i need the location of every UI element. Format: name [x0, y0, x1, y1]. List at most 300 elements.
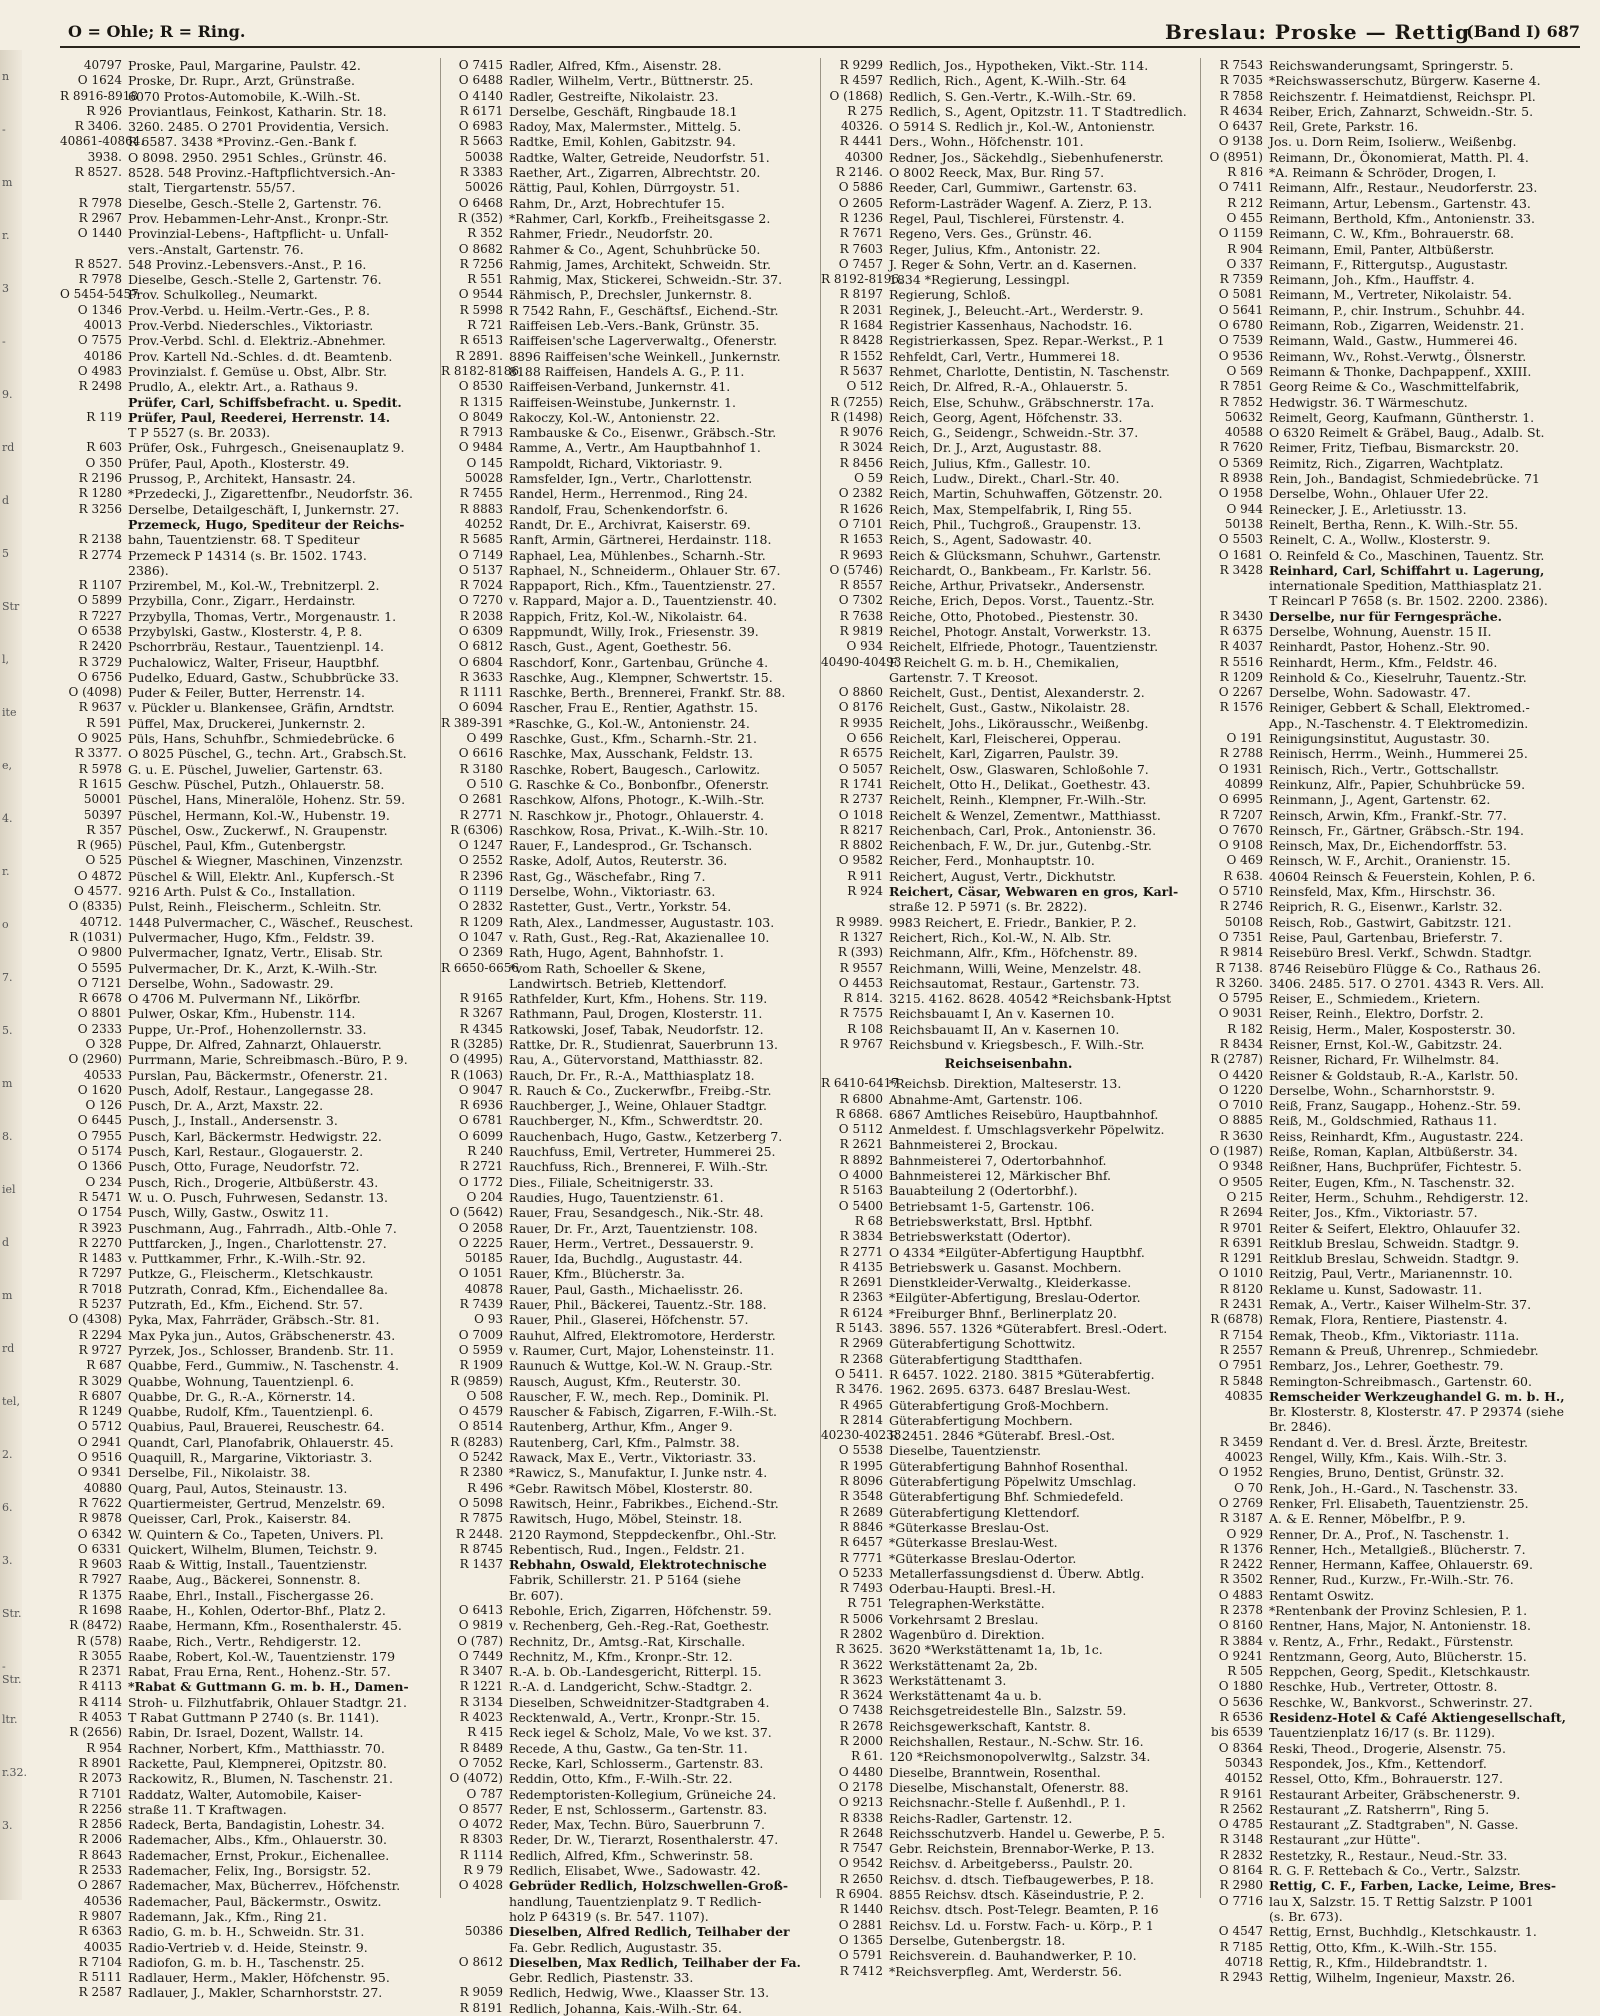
entry-text: Renker, Frl. Elisabeth, Tauentzienstr. 25.	[1269, 1495, 1529, 1511]
directory-entry	[1201, 73, 1576, 88]
directory-entry	[441, 777, 816, 792]
directory-entry	[441, 1113, 816, 1128]
directory-entry	[821, 1918, 1196, 1933]
entry-text: Geschw. Püschel, Putzh., Ohlauerstr. 58.	[128, 776, 385, 792]
entry-text: Putzrath, Ed., Kfm., Eichend. Str. 57.	[128, 1297, 363, 1313]
phone-number: O 9484	[458, 440, 503, 455]
entry-text: Gebr. Redlich, Piastenstr. 33.	[509, 1970, 694, 1986]
entry-text: Rebohle, Erich, Zigarren, Höfchenstr. 59.	[509, 1602, 772, 1618]
phone-number: R 1653	[839, 532, 883, 547]
entry-text: Reiss, Reinhardt, Kfm., Augustastr. 224.	[1269, 1128, 1524, 1144]
entry-text: Raiffeisen Leb.-Vers.-Bank, Grünstr. 35.	[509, 318, 760, 334]
entry-text: Güterabfertigung Pöpelwitz Umschlag.	[889, 1474, 1137, 1490]
entry-text: Reiße, Roman, Kaplan, Altbüßerstr. 34.	[1269, 1144, 1518, 1160]
directory-entry	[60, 1481, 435, 1496]
directory-entry	[60, 1817, 435, 1832]
entry-text: Reiß, Franz, Saugapp., Hohenz.-Str. 59.	[1269, 1098, 1521, 1114]
phone-number: R 7638	[839, 608, 883, 623]
directory-entry	[1201, 196, 1576, 211]
directory-entry	[60, 532, 435, 547]
directory-entry	[1201, 1068, 1576, 1083]
phone-number: R 2814	[839, 1412, 883, 1427]
phone-number: O 126	[85, 1098, 122, 1113]
phone-number: R 2788	[1219, 746, 1263, 761]
phone-number: R 3476.	[835, 1382, 883, 1397]
phone-number: O 7009	[458, 1327, 503, 1342]
directory-entry	[441, 593, 816, 608]
directory-entry	[60, 700, 435, 715]
directory-entry	[821, 517, 1196, 532]
directory-entry	[1201, 777, 1576, 792]
phone-number: R 4597	[839, 73, 883, 88]
entry-text: Rauchfuss, Rich., Brennerei, F. Wilh.-Str.	[509, 1159, 769, 1175]
phone-number: O 8530	[458, 379, 503, 394]
directory-entry	[821, 915, 1196, 930]
directory-entry	[60, 1603, 435, 1618]
directory-entry	[60, 257, 435, 272]
directory-entry	[441, 1374, 816, 1389]
entry-text: Fa. Gebr. Redlich, Augustastr. 35.	[509, 1939, 722, 1955]
directory-entry	[821, 211, 1196, 226]
directory-entry	[1201, 1863, 1576, 1878]
phone-number: O 9544	[458, 287, 503, 302]
entry-text: Reichelt, Elfriede, Photogr., Tauentzienstr.	[889, 639, 1159, 655]
phone-number: 40490-40493	[821, 654, 902, 669]
entry-text: Reinelt, Bertha, Renn., K. Wilh.-Str. 55.	[1269, 516, 1519, 532]
directory-entry	[60, 915, 435, 930]
directory-entry	[1201, 1894, 1576, 1909]
phone-number: R 6363	[78, 1924, 122, 1939]
entry-text: Registrierkassen, Spez. Repar.-Werkst., P. 1	[889, 333, 1165, 349]
phone-number: R 2073	[78, 1771, 122, 1786]
phone-number: R (2787)	[1210, 1052, 1263, 1067]
directory-entry	[1201, 1817, 1576, 1832]
phone-number: R 1909	[459, 1358, 503, 1373]
directory-entry	[441, 899, 816, 914]
directory-entry	[1201, 869, 1576, 884]
phone-number: 40536	[83, 1893, 122, 1908]
directory-entry	[821, 1703, 1196, 1718]
entry-text: Derselbe, Wohn., Viktoriastr. 63.	[509, 884, 716, 900]
directory-entry	[821, 1275, 1196, 1290]
directory-entry	[60, 1358, 435, 1373]
directory-entry	[821, 532, 1196, 547]
directory-entry	[441, 884, 816, 899]
phone-number: O 7052	[458, 1755, 503, 1770]
phone-number: O 6983	[458, 119, 503, 134]
directory-entry	[821, 1183, 1196, 1198]
directory-entry	[441, 104, 816, 119]
phone-number: O 8860	[838, 685, 883, 700]
phone-number: R 9299	[839, 58, 883, 72]
entry-text: Reschke, Hub., Vertreter, Ottostr. 8.	[1269, 1679, 1498, 1695]
directory-entry	[441, 1985, 816, 2000]
directory-entry	[1201, 1374, 1576, 1389]
entry-text: Reil, Grete, Parkstr. 16.	[1269, 119, 1419, 135]
directory-entry	[1201, 1802, 1576, 1817]
phone-number: R 6536	[1219, 1710, 1263, 1725]
entry-text: 3620 *Werkstättenamt 1a, 1b, 1c.	[889, 1642, 1103, 1658]
entry-text: Pusch, Dr. A., Arzt, Maxstr. 22.	[128, 1098, 324, 1114]
directory-entry	[441, 89, 816, 104]
entry-text: Rentner, Hans, Major, N. Antonienstr. 18.	[1269, 1618, 1531, 1634]
entry-text: Rebentisch, Rud., Ingen., Feldstr. 21.	[509, 1541, 745, 1557]
directory-entry	[60, 1465, 435, 1480]
entry-text: Vorkehrsamt 2 Breslau.	[889, 1611, 1039, 1627]
entry-text: Reichsv. d. Arbeitgeberss., Paulstr. 20.	[889, 1856, 1133, 1872]
phone-number: R 8557	[839, 578, 883, 593]
entry-text: straße 11. T Kraftwagen.	[128, 1801, 287, 1817]
phone-number: O 1958	[1218, 486, 1263, 501]
entry-text: *Güterkasse Breslau-Odertor.	[889, 1550, 1077, 1566]
phone-number: O 5081	[1218, 287, 1263, 302]
phone-number: R 8643	[78, 1847, 122, 1862]
entry-text: *Reichsb. Direktion, Malteserstr. 13.	[889, 1076, 1122, 1092]
directory-entry	[1201, 1970, 1576, 1985]
directory-entry	[60, 1557, 435, 1572]
entry-text: Reimann, Wald., Gastw., Hummerei 46.	[1269, 333, 1518, 349]
directory-entry	[821, 486, 1196, 501]
phone-number: R 1107	[78, 578, 122, 593]
directory-entry	[1201, 287, 1576, 302]
entry-text: Rathmann, Paul, Drogen, Klosterstr. 11.	[509, 1006, 763, 1022]
phone-number: O 5795	[1218, 991, 1263, 1006]
directory-entry	[1201, 58, 1576, 73]
entry-text: Quabius, Paul, Brauerei, Reuschestr. 64.	[128, 1419, 385, 1435]
phone-number: R 9814	[1219, 945, 1263, 960]
phone-number: R 119	[86, 409, 122, 424]
directory-entry	[821, 731, 1196, 746]
directory-entry	[821, 1290, 1196, 1305]
directory-entry	[821, 1505, 1196, 1520]
directory-entry	[60, 287, 435, 302]
entry-text: Restetzky, R., Restaur., Neud.-Str. 33.	[1269, 1847, 1508, 1863]
phone-number: O 215	[1226, 1189, 1263, 1204]
entry-text: 3260. 2485. O 2701 Providentia, Versich.	[128, 119, 390, 135]
entry-text: R 6587. 3438 *Provinz.-Gen.-Bank f.	[128, 134, 358, 150]
phone-number: R 7018	[78, 1281, 122, 1296]
running-head: Breslau: Proske — Rettig	[1165, 20, 1470, 44]
phone-number: O 1010	[1218, 1266, 1263, 1281]
entry-text: Reisner, Ernst, Kol.-W., Gabitzstr. 24.	[1269, 1037, 1503, 1052]
phone-number: R 9989.	[835, 914, 883, 929]
entry-text: Raether, Art., Zigarren, Albrechtstr. 20.	[509, 165, 761, 181]
directory-entry	[1201, 440, 1576, 455]
directory-entry	[60, 1618, 435, 1633]
phone-number: O (8951)	[1209, 149, 1263, 164]
directory-entry	[441, 1832, 816, 1847]
directory-entry	[441, 303, 816, 318]
entry-text: Pudelko, Eduard, Gastw., Schubbrücke 33.	[128, 669, 399, 685]
directory-entry	[441, 1756, 816, 1771]
directory-entry	[60, 1037, 435, 1052]
phone-number: R 505	[1227, 1664, 1263, 1679]
entry-text: Gartenstr. 7. T Kreosot.	[889, 669, 1039, 685]
phone-number: R 7412	[839, 1963, 883, 1978]
directory-entry	[60, 1236, 435, 1251]
phone-number: R 7024	[459, 578, 503, 593]
entry-text: Reitklub Breslau, Schweidn. Stadtgr. 9.	[1269, 1251, 1520, 1267]
phone-number: R 8846	[839, 1519, 883, 1534]
phone-number: R 5637	[839, 363, 883, 378]
entry-text: Radlauer, Herm., Makler, Höfchenstr. 95.	[128, 1970, 390, 1986]
entry-text: v. Pückler u. Blankensee, Gräfin, Arndtstr.	[128, 700, 395, 716]
phone-number: R (352)	[457, 210, 503, 225]
phone-number: O 1440	[77, 226, 122, 241]
phone-number: R 7455	[459, 486, 503, 501]
phone-number: R 2746	[1219, 899, 1263, 914]
phone-number: R 9878	[78, 1511, 122, 1526]
phone-number: O 7457	[838, 256, 883, 271]
directory-entry	[821, 1352, 1196, 1367]
entry-text: Recktenwald, A., Vertr., Kronpr.-Str. 15.	[509, 1710, 761, 1726]
phone-number: R 2980	[1219, 1878, 1263, 1893]
entry-text: Reich, Phil., Tuchgroß., Graupenstr. 13.	[889, 516, 1142, 532]
directory-entry	[1201, 884, 1576, 899]
phone-number: R 7439	[459, 1297, 503, 1312]
phone-number: R 2562	[1219, 1801, 1263, 1816]
directory-entry	[821, 700, 1196, 715]
directory-entry	[1201, 471, 1576, 486]
directory-entry	[821, 134, 1196, 149]
phone-number: R 4053	[78, 1710, 122, 1725]
phone-number: R 751	[847, 1596, 883, 1611]
margin-fragment: rd	[2, 1342, 15, 1355]
entry-text: Rechnitz, Dr., Amtsg.-Rat, Kirschalle.	[509, 1633, 746, 1649]
entry-text: Radler, Wilhelm, Vertr., Büttnerstr. 25.	[509, 73, 754, 89]
directory-entry	[821, 1306, 1196, 1321]
entry-text: Reinisch, Rich., Vertr., Gottschallstr.	[1269, 761, 1499, 777]
entry-text: Quarg, Paul, Autos, Steinaustr. 13.	[128, 1480, 348, 1496]
entry-text: Purrmann, Marie, Schreibmasch.-Büro, P. 9.	[128, 1052, 408, 1068]
phone-number: R 8217	[839, 822, 883, 837]
entry-text: Proske, Paul, Margarine, Paulstr. 42.	[128, 58, 361, 73]
directory-entry	[441, 1955, 816, 1970]
directory-entry	[60, 808, 435, 823]
phone-number: O 4547	[1218, 1924, 1263, 1939]
directory-entry	[441, 1465, 816, 1480]
phone-number: O 7149	[458, 547, 503, 562]
directory-entry	[441, 700, 816, 715]
entry-text: Reicher, Ferd., Monhauptstr. 10.	[889, 853, 1095, 869]
directory-entry	[821, 1022, 1196, 1037]
directory-entry	[821, 242, 1196, 257]
phone-number: R 3024	[839, 440, 883, 455]
entry-text: Reinsch, Fr., Gärtner, Gräbsch.-Str. 194.	[1269, 822, 1524, 838]
entry-text: Güterabfertigung Stadtthafen.	[889, 1351, 1083, 1367]
phone-number: R 2587	[78, 1985, 122, 2000]
entry-text: Betriebswerk u. Gasanst. Mochbern.	[889, 1259, 1122, 1275]
phone-number: R 904	[1227, 241, 1263, 256]
directory-entry	[441, 73, 816, 88]
phone-number: O 9536	[1218, 348, 1263, 363]
directory-entry	[60, 1725, 435, 1740]
phone-number: R 5163	[839, 1183, 883, 1198]
phone-number: O (4308)	[68, 1312, 122, 1327]
directory-entry	[821, 1734, 1196, 1749]
entry-text: Reger, Julius, Kfm., Antonistr. 22.	[889, 241, 1101, 257]
entry-text: Rahmig, James, Architekt, Schweidn. Str.	[509, 256, 771, 272]
phone-number: R 1615	[78, 776, 122, 791]
phone-number: O 5595	[77, 960, 122, 975]
phone-number: 50026	[464, 180, 503, 195]
entry-text: Quandt, Carl, Planofabrik, Ohlauerstr. 45.	[128, 1434, 394, 1450]
phone-number: O 2178	[838, 1779, 883, 1794]
phone-number: O (5746)	[829, 562, 883, 577]
entry-text: Raabe, Hermann, Kfm., Rosenthalerstr. 45.	[128, 1618, 402, 1634]
entry-text: Raudies, Hugo, Tauentzienstr. 61.	[509, 1189, 724, 1205]
entry-text: internationale Spedition, Matthiasplatz 21.	[1269, 578, 1542, 594]
directory-entry	[441, 1251, 816, 1266]
phone-number: R 6124	[839, 1305, 883, 1320]
phone-number: R 2031	[839, 302, 883, 317]
directory-entry	[441, 1695, 816, 1710]
entry-text: Jos. u. Dorn Reim, Isolierw., Weißenbg.	[1269, 134, 1517, 150]
margin-fragment: ltr.	[2, 1713, 18, 1726]
entry-text: Rengies, Bruno, Dentist, Grünstr. 32.	[1269, 1465, 1505, 1481]
entry-text: 2120 Raymond, Steppdeckenfbr., Ohl.-Str.	[509, 1526, 777, 1542]
directory-entry	[441, 915, 816, 930]
entry-text: Ramme, A., Vertr., Am Hauptbahnhof 1.	[509, 440, 761, 456]
phone-number: O 5538	[838, 1443, 883, 1458]
phone-number: R 2533	[78, 1863, 122, 1878]
phone-number: R 7978	[78, 195, 122, 210]
phone-number: R 2378	[1219, 1602, 1263, 1617]
entry-text: Rachner, Norbert, Kfm., Matthiasstr. 70.	[128, 1740, 385, 1756]
phone-number: R 2146.	[835, 165, 883, 180]
phone-number: O 1047	[458, 929, 503, 944]
directory-entry	[1201, 1266, 1576, 1281]
directory-entry	[1201, 1052, 1576, 1067]
entry-text: Ders., Wohn., Höfchenstr. 101.	[889, 134, 1084, 150]
entry-text: Raschke, Max, Ausschank, Feldstr. 13.	[509, 746, 754, 762]
directory-entry	[1201, 395, 1576, 410]
entry-text: Prov.-Verbd. Schl. d. Elektriz.-Abnehmer.	[128, 333, 386, 349]
entry-text: Pusch, Karl, Restaur., Glogauerstr. 2.	[128, 1144, 364, 1160]
entry-text: Reimann, Berthold, Kfm., Antonienstr. 33.	[1269, 210, 1535, 226]
directory-entry	[441, 257, 816, 272]
phone-number: R 3267	[459, 1006, 503, 1021]
entry-text: Telegraphen-Werkstätte.	[889, 1596, 1045, 1612]
directory-entry	[821, 1765, 1196, 1780]
phone-number: R 3884	[1219, 1633, 1263, 1648]
directory-entry	[821, 578, 1196, 593]
directory-entry	[1201, 517, 1576, 532]
entry-text: Reiser, E., Schmiedem., Krietern.	[1269, 991, 1481, 1007]
directory-entry	[821, 1037, 1196, 1052]
phone-number: R 5237	[78, 1297, 122, 1312]
directory-column-3	[820, 58, 1196, 1979]
phone-number: O (4098)	[68, 685, 122, 700]
phone-number: R 2270	[78, 1235, 122, 1250]
entry-text: Reichelt, Johs., Likörausschr., Weißenbg.	[889, 715, 1149, 731]
directory-entry	[821, 1902, 1196, 1917]
directory-entry	[1201, 700, 1576, 715]
directory-entry	[60, 792, 435, 807]
phone-number: 40300	[844, 149, 883, 164]
phone-number: O 2058	[458, 1220, 503, 1235]
directory-column-1	[60, 58, 435, 2001]
directory-entry	[60, 395, 435, 410]
directory-entry	[441, 869, 816, 884]
phone-number: R 603	[86, 440, 122, 455]
entry-text: Reichsbauamt I, An v. Kasernen 10.	[889, 1006, 1115, 1022]
phone-number: O (2960)	[68, 1052, 122, 1067]
entry-text: Raschke, Gust., Kfm., Scharnh.-Str. 21.	[509, 731, 758, 747]
phone-number: R 2006	[78, 1832, 122, 1847]
entry-text: Przemeck P 14314 (s. Br. 1502. 1743.	[128, 547, 367, 563]
entry-text: Reisig, Herm., Maler, Kosposterstr. 30.	[1269, 1021, 1516, 1037]
entry-text: Püschel, Paul, Kfm., Gutenbergstr.	[128, 838, 347, 854]
phone-number: O 9025	[77, 731, 122, 746]
directory-entry	[441, 1221, 816, 1236]
directory-entry	[60, 89, 435, 104]
entry-text: Przirembel, M., Kol.-W., Trebnitzerpl. 2.	[128, 578, 380, 594]
directory-entry	[1201, 853, 1576, 868]
directory-entry	[1201, 1037, 1576, 1052]
phone-number: O 6780	[1218, 318, 1263, 333]
directory-entry	[441, 1404, 816, 1419]
phone-number: R 3622	[839, 1657, 883, 1672]
phone-number: R (393)	[837, 945, 883, 960]
directory-entry	[441, 838, 816, 853]
phone-number: O 4072	[458, 1817, 503, 1832]
phone-number: R 6513	[459, 333, 503, 348]
entry-text: O 5914 S. Redlich jr., Kol.-W., Antonienstr.	[889, 119, 1156, 135]
entry-text: Przemeck, Hugo, Spediteur der Reichs-	[128, 516, 405, 532]
directory-entry	[441, 746, 816, 761]
entry-text: O 6320 Reimelt & Gräbel, Baug., Adalb. St.	[1269, 425, 1545, 441]
directory-entry	[441, 1297, 816, 1312]
phone-number: O 2605	[838, 195, 883, 210]
phone-number: R 182	[1227, 1021, 1263, 1036]
entry-text: Reichelt & Wenzel, Zementwr., Matthiasst.	[889, 807, 1161, 823]
directory-entry	[60, 578, 435, 593]
directory-entry	[441, 1282, 816, 1297]
directory-entry	[441, 272, 816, 287]
directory-entry	[441, 1572, 816, 1587]
directory-entry	[1201, 1129, 1576, 1144]
phone-number: O 2382	[838, 486, 883, 501]
phone-number: R 9819	[839, 623, 883, 638]
directory-entry	[60, 1328, 435, 1343]
directory-entry	[821, 379, 1196, 394]
phone-number: R 7256	[459, 256, 503, 271]
entry-text: Rauer, Phil., Glaserei, Höfchenstr. 57.	[509, 1312, 749, 1328]
directory-entry	[441, 1129, 816, 1144]
entry-text: Reimer, Fritz, Tiefbau, Bismarckstr. 20.	[1269, 440, 1519, 456]
entry-text: Rein, Joh., Bandagist, Schmiedebrücke. 71	[1269, 471, 1540, 487]
phone-number: 40152	[1224, 1771, 1263, 1786]
phone-number: R 1440	[839, 1902, 883, 1917]
entry-text: Provinzialst. f. Gemüse u. Obst, Albr. Str.	[128, 363, 388, 379]
phone-number: O 9241	[1218, 1648, 1263, 1663]
directory-entry	[821, 930, 1196, 945]
phone-number: R 2368	[839, 1351, 883, 1366]
entry-text: Reimann, C. W., Kfm., Bohrauerstr. 68.	[1269, 226, 1515, 242]
phone-number: R 7852	[1219, 394, 1263, 409]
entry-text: Quaquill, R., Margarine, Viktoriastr. 3.	[128, 1450, 373, 1466]
directory-entry	[441, 58, 816, 73]
directory-entry	[441, 1358, 816, 1373]
phone-number: O 5400	[838, 1198, 883, 1213]
phone-number: O 2267	[1218, 685, 1263, 700]
directory-entry	[441, 1894, 816, 1909]
directory-entry	[821, 1367, 1196, 1382]
margin-fragment: 3.	[2, 1819, 13, 1832]
directory-column-4	[1200, 58, 1576, 1986]
entry-text: Rehfeldt, Carl, Vertr., Hummerei 18.	[889, 348, 1120, 364]
